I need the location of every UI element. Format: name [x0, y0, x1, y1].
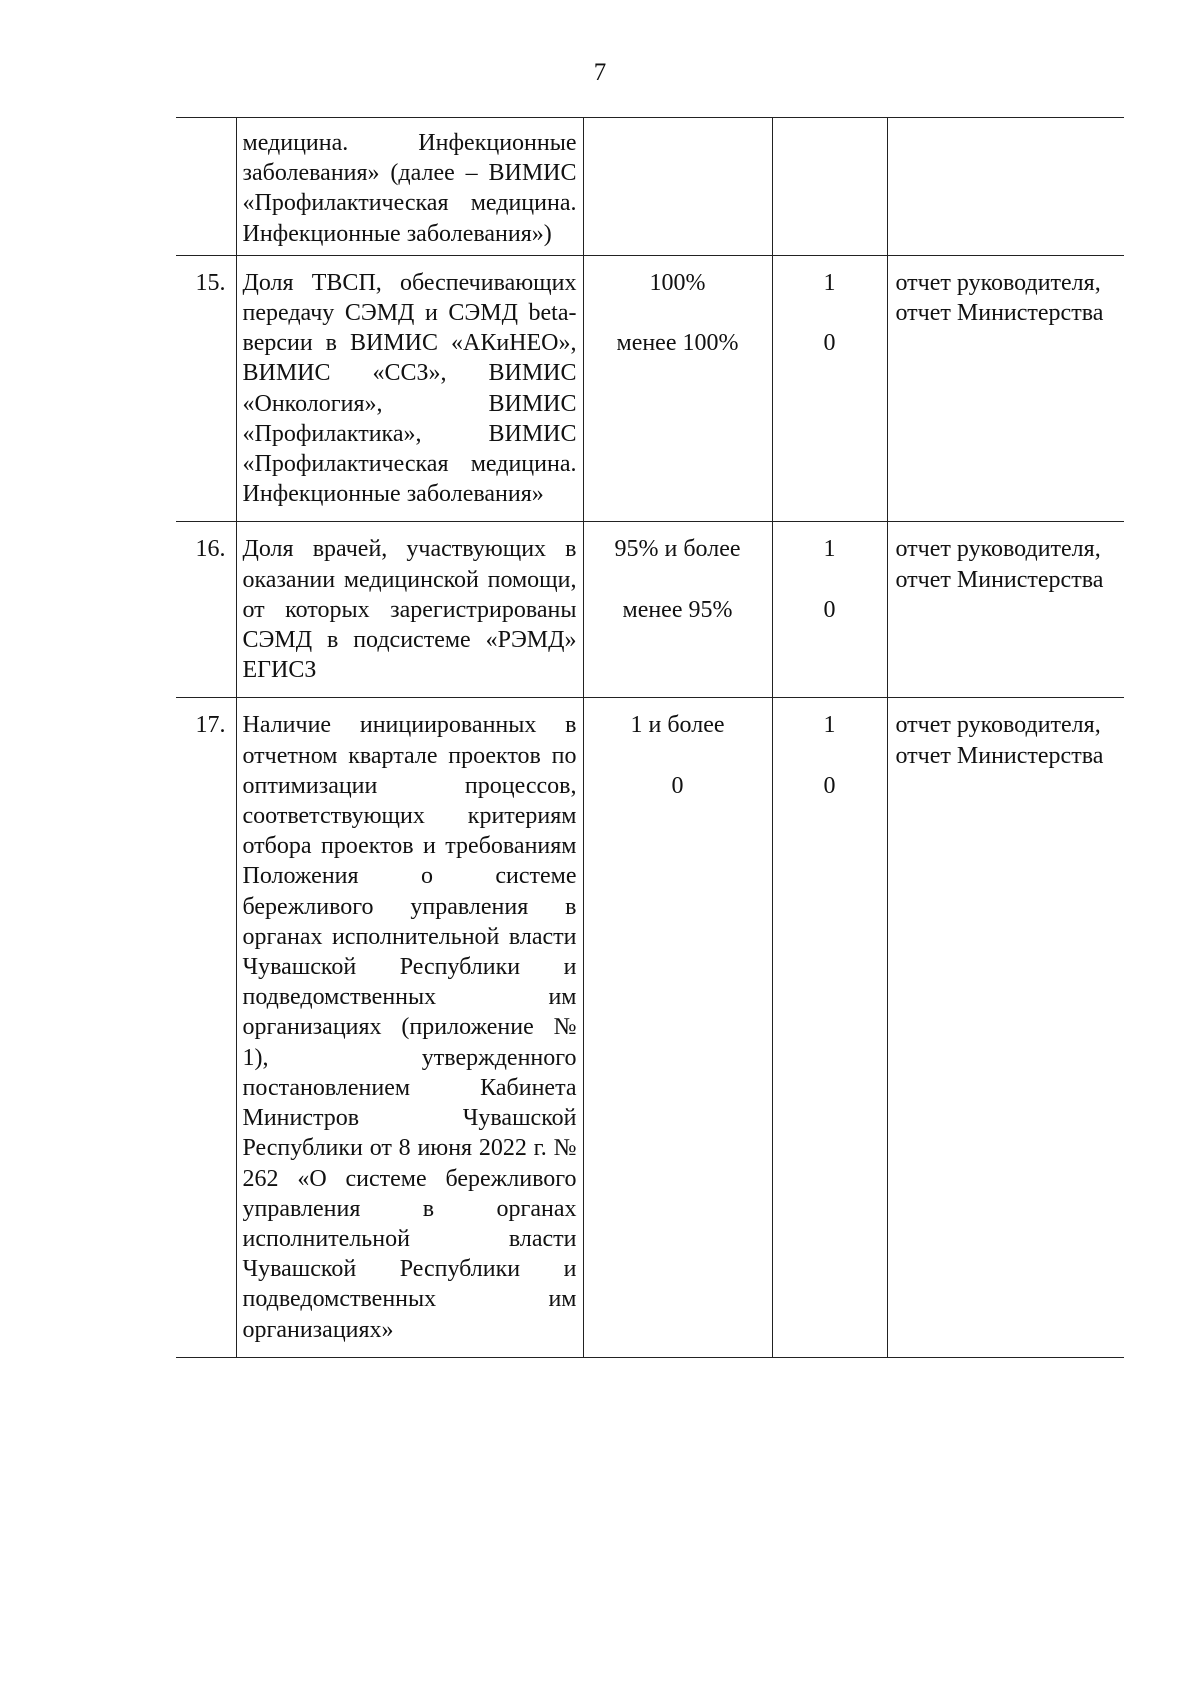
page-number: 7 — [593, 59, 607, 86]
indicator-score-cell — [772, 522, 887, 698]
indicator-score: 0 — [823, 772, 836, 799]
indicator-value: 0 — [671, 772, 684, 799]
indicator-score-cell — [772, 698, 887, 1357]
indicator-value-cell — [583, 698, 772, 1357]
row-number: 15. — [176, 255, 236, 522]
indicator-value: 95% и более — [614, 536, 741, 563]
indicator-score-cell — [772, 255, 887, 522]
table-row — [176, 522, 1124, 698]
indicator-source: отчет руководителя, отчет Министерства — [887, 522, 1124, 698]
indicator-value-cell — [583, 522, 772, 698]
row-number: 17. — [176, 698, 236, 1357]
row-number — [176, 118, 236, 256]
indicator-source: отчет руководителя, отчет Министерства — [887, 255, 1124, 522]
indicator-value: менее 95% — [622, 596, 733, 623]
indicator-score: 0 — [823, 330, 836, 357]
table-row — [176, 698, 1124, 1357]
indicator-source: отчет руководителя, отчет Министерства — [887, 698, 1124, 1357]
indicator-score: 1 — [823, 269, 836, 296]
indicator-name: Доля ТВСП, обеспечивающих передачу СЭМД и СЭМД beta-версии в ВИМИС «АКиНЕО», ВИМИС «ССЗ», ВИМИС «Онкология», ВИМИС «Профилактика», ВИМИС «Профилактическая медицина. Инфекционные заболевания» — [236, 255, 583, 522]
indicator-score: 1 — [823, 536, 836, 563]
indicator-value: 1 и более — [630, 712, 725, 739]
table-row — [176, 255, 1124, 522]
indicator-score: 1 — [823, 712, 836, 739]
indicator-value-cell — [583, 255, 772, 522]
indicator-score-cell — [772, 118, 887, 256]
indicator-name: Наличие инициированных в отчетном квартале проектов по оптимизации процессов, соответствующих критериям отбора проектов и требованиям Положения о системе бережливого управления в органах исполнительной власти Чувашской Республики и подведомственных им организациях (приложение № 1), утвержденного постановлением Кабинета Министров Чувашской Республики от 8 июня 2022 г. № 262 «О системе бережливого управления в органах исполнительной власти Чувашской Республики и подведомственных им организациях» — [236, 698, 583, 1357]
indicator-value-cell — [583, 118, 772, 256]
row-number: 16. — [176, 522, 236, 698]
indicator-name: Доля врачей, участвующих в оказании медицинской помощи, от которых зарегистрированы СЭМД в подсистеме «РЭМД» ЕГИСЗ — [236, 522, 583, 698]
indicator-name: медицина. Инфекционные заболевания» (далее – ВИМИС «Профилактическая медицина. Инфекционные заболевания») — [236, 118, 583, 256]
indicator-value: менее 100% — [616, 330, 739, 357]
indicator-source — [887, 118, 1124, 256]
indicator-score: 0 — [823, 596, 836, 623]
table-row — [176, 118, 1124, 256]
indicator-value: 100% — [649, 269, 706, 296]
indicators-table — [176, 117, 1124, 1358]
